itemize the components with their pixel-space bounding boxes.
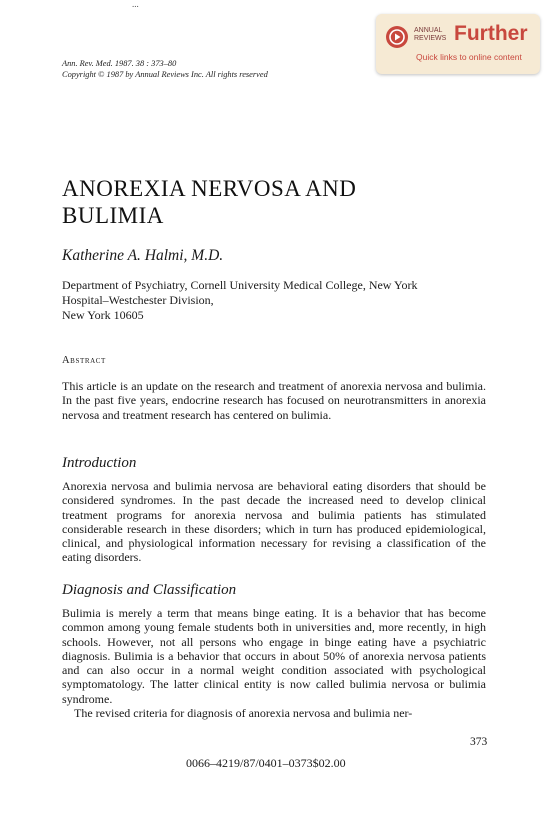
play-circle-icon xyxy=(386,26,408,48)
badge-title: Further xyxy=(454,22,528,45)
citation-line: Ann. Rev. Med. 1987. 38 : 373–80 xyxy=(62,59,177,68)
badge-subtitle[interactable]: Quick links to online content xyxy=(416,52,522,62)
page-number: 373 xyxy=(470,736,488,748)
journal-citation xyxy=(62,58,268,80)
copyright-line: Copyright © 1987 by Annual Reviews Inc. All rights reserved xyxy=(62,70,268,79)
author-name: Katherine A. Halmi, M.D. xyxy=(62,247,224,264)
affiliation: Department of Psychiatry, Cornell University Medical College, New York Hospital–Westchester Division, New York 10605 xyxy=(62,278,418,322)
abstract-text: This article is an update on the research and treatment of anorexia nervosa and bulimia. In the past five years, endocrine research has focused on neurotransmitters in anorexia nervosa and treatment research has centered on bulimia. xyxy=(62,379,486,422)
article-code: 0066–4219/87/0401–0373$02.00 xyxy=(186,756,346,770)
badge-brand: ANNUAL REVIEWS xyxy=(414,27,447,42)
section-heading-diagnosis: Diagnosis and Classification xyxy=(62,582,237,598)
further-badge[interactable] xyxy=(376,14,540,74)
diagnosis-text: Bulimia is merely a term that means binge eating. It is a behavior that has become common among young female students both in universities and, more recently, in high schools. However, not all persons who engage in binge eating have a psychiatric diagnosis. Bulimia is a behavior that occurs in about 50% of anorexia nervosa patients and can also occur in a normal weight condition associated with psychological symptomatology. The latter clinical entity is now called bulimia nervosa or bulimia syndrome. The revised criteria for diagnosis of anorexia nervosa and bulimia ner- xyxy=(62,606,486,721)
article-title: ANOREXIA NERVOSA AND BULIMIA xyxy=(62,176,357,228)
abstract-label: Abstract xyxy=(62,355,106,366)
introduction-text: Anorexia nervosa and bulimia nervosa are behavioral eating disorders that should be considered syndromes. In the past decade the increased need to develop clinical treatment programs for anorexia nervosa and bulimia patients has stimulated considerable research in these disorders; which in turn has produced epidemiological, clinical, and physiological information necessary for revising a classification of the eating disorders. xyxy=(62,479,486,565)
section-heading-introduction: Introduction xyxy=(62,455,137,471)
top-dots: ... xyxy=(132,0,139,9)
